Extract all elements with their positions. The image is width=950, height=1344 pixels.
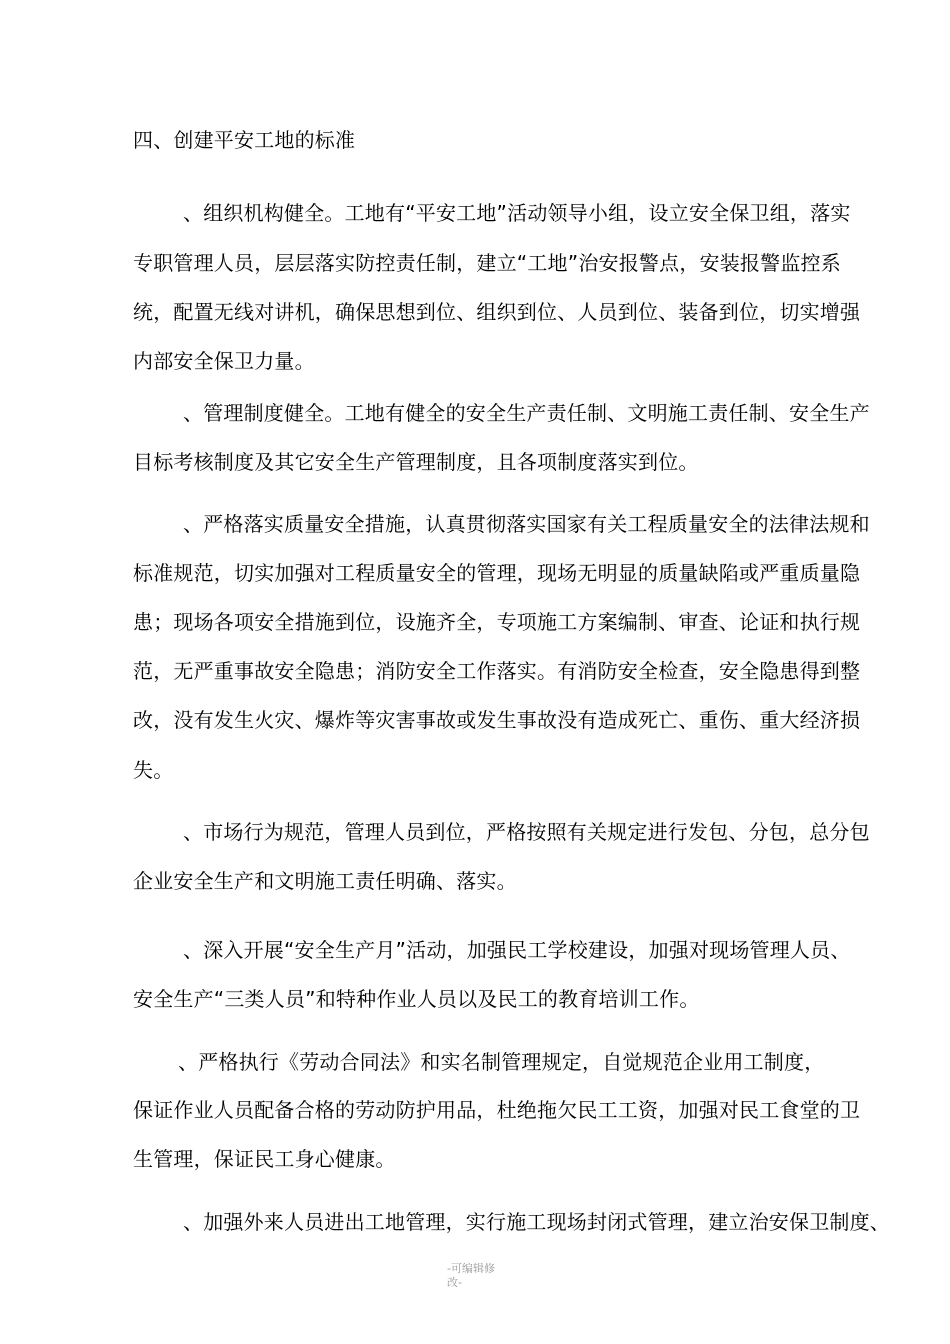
paragraph-2-line-2: 目标考核制度及其它安全生产管理制度，且各项制度落实到位。	[133, 450, 699, 474]
paragraph-3-line-3: 患；现场各项安全措施到位，设施齐全，专项施工方案编制、审查、论证和执行规	[133, 610, 861, 634]
footer-note-line-2: 改-	[447, 1276, 462, 1289]
paragraph-3-line-6: 失。	[133, 758, 174, 782]
paragraph-7-line-1: 、加强外来人员进出工地管理，实行施工现场封闭式管理，建立治安保卫制度、	[183, 1210, 890, 1234]
paragraph-1-line-1: 、组织机构健全。工地有“平安工地”活动领导小组，设立安全保卫组，落实	[183, 201, 851, 225]
paragraph-3-line-4: 范，无严重事故安全隐患；消防安全工作落实。有消防安全检查，安全隐患得到整	[133, 659, 861, 683]
paragraph-1-line-3: 统，配置无线对讲机，确保思想到位、组织到位、人员到位、装备到位，切实增强	[133, 300, 861, 324]
paragraph-4-line-1: 、市场行为规范，管理人员到位，严格按照有关规定进行发包、分包，总分包	[183, 820, 870, 844]
section-heading: 四、创建平安工地的标准	[133, 128, 356, 152]
paragraph-6-line-1: 、严格执行《劳动合同法》和实名制管理规定，自觉规范企业用工制度，	[178, 1050, 825, 1074]
paragraph-1-line-4: 内部安全保卫力量。	[133, 349, 315, 373]
paragraph-3-line-5: 改，没有发生火灾、爆炸等灾害事故或发生事故没有造成死亡、重伤、重大经济损	[133, 708, 861, 732]
paragraph-6-line-2: 保证作业人员配备合格的劳动防护用品，杜绝拖欠民工工资，加强对民工食堂的卫	[133, 1098, 861, 1122]
paragraph-2-line-1: 、管理制度健全。工地有健全的安全生产责任制、文明施工责任制、安全生产	[183, 401, 870, 425]
paragraph-5-line-2: 安全生产“三类人员”和特种作业人员以及民工的教育培训工作。	[133, 987, 700, 1011]
paragraph-1-line-2: 专职管理人员，层层落实防控责任制，建立“工地”治安报警点，安装报警监控系	[133, 251, 841, 275]
paragraph-4-line-2: 企业安全生产和文明施工责任明确、落实。	[133, 869, 517, 893]
paragraph-3-line-2: 标准规范，切实加强对工程质量安全的管理，现场无明显的质量缺陷或严重质量隐	[133, 561, 861, 585]
paragraph-3-line-1: 、严格落实质量安全措施，认真贯彻落实国家有关工程质量安全的法律法规和	[183, 512, 870, 536]
paragraph-6-line-3: 生管理，保证民工身心健康。	[133, 1147, 396, 1171]
footer-note-line-1: -可编辑修	[447, 1262, 495, 1275]
paragraph-5-line-1: 、深入开展“安全生产月”活动，加强民工学校建设，加强对现场管理人员、	[183, 938, 851, 962]
